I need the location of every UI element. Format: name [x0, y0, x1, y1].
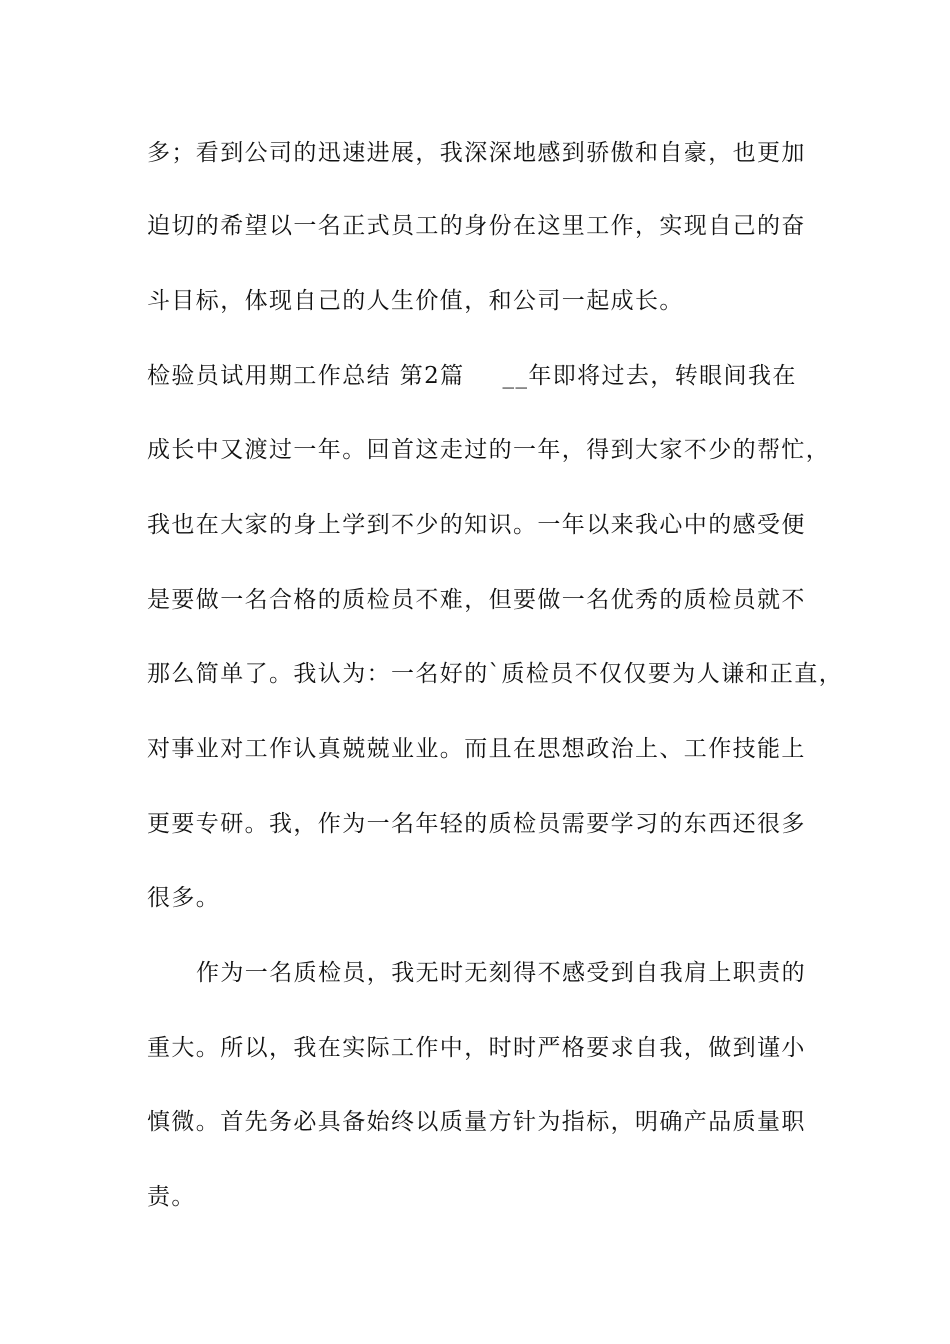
text-line: __年即将过去，转眼间我在	[502, 363, 797, 389]
text-line: 我也在大家的身上学到不少的知识。一年以来我心中的感受便	[147, 512, 806, 538]
text-line: 更要专研。我，作为一名年轻的质检员需要学习的东西还很多	[147, 811, 806, 837]
text-line: 慎微。首先务必具备始终以质量方针为指标，明确产品质量职	[147, 1109, 806, 1135]
text-line: 多；看到公司的迅速进展，我深深地感到骄傲和自豪，也更加	[147, 140, 806, 166]
text-line: 迫切的希望以一名正式员工的身份在这里工作，实现自己的奋	[147, 213, 806, 239]
text-line: 对事业对工作认真兢兢业业。而且在思想政治上、工作技能上	[147, 736, 806, 762]
text-line: 那么简单了。我认为：一名好的`质检员不仅仅要为人谦和正直，	[147, 661, 844, 687]
text-line: 斗目标，体现自己的人生价值，和公司一起成长。	[147, 288, 684, 314]
text-line: 重大。所以，我在实际工作中，时时严格要求自我，做到谨小	[147, 1035, 806, 1061]
text-line: 成长中又渡过一年。回首这走过的一年，得到大家不少的帮忙，	[147, 437, 831, 463]
paragraph-start-line: 作为一名质检员，我无时无刻得不感受到自我肩上职责的	[196, 960, 806, 986]
text-line: 很多。	[147, 885, 221, 911]
section-heading-line	[147, 361, 827, 391]
section-heading: 检验员试用期工作总结 第2篇	[147, 363, 465, 389]
text-line: 是要做一名合格的质检员不难，但要做一名优秀的质检员就不	[147, 587, 806, 613]
text-line: 责。	[147, 1184, 196, 1210]
